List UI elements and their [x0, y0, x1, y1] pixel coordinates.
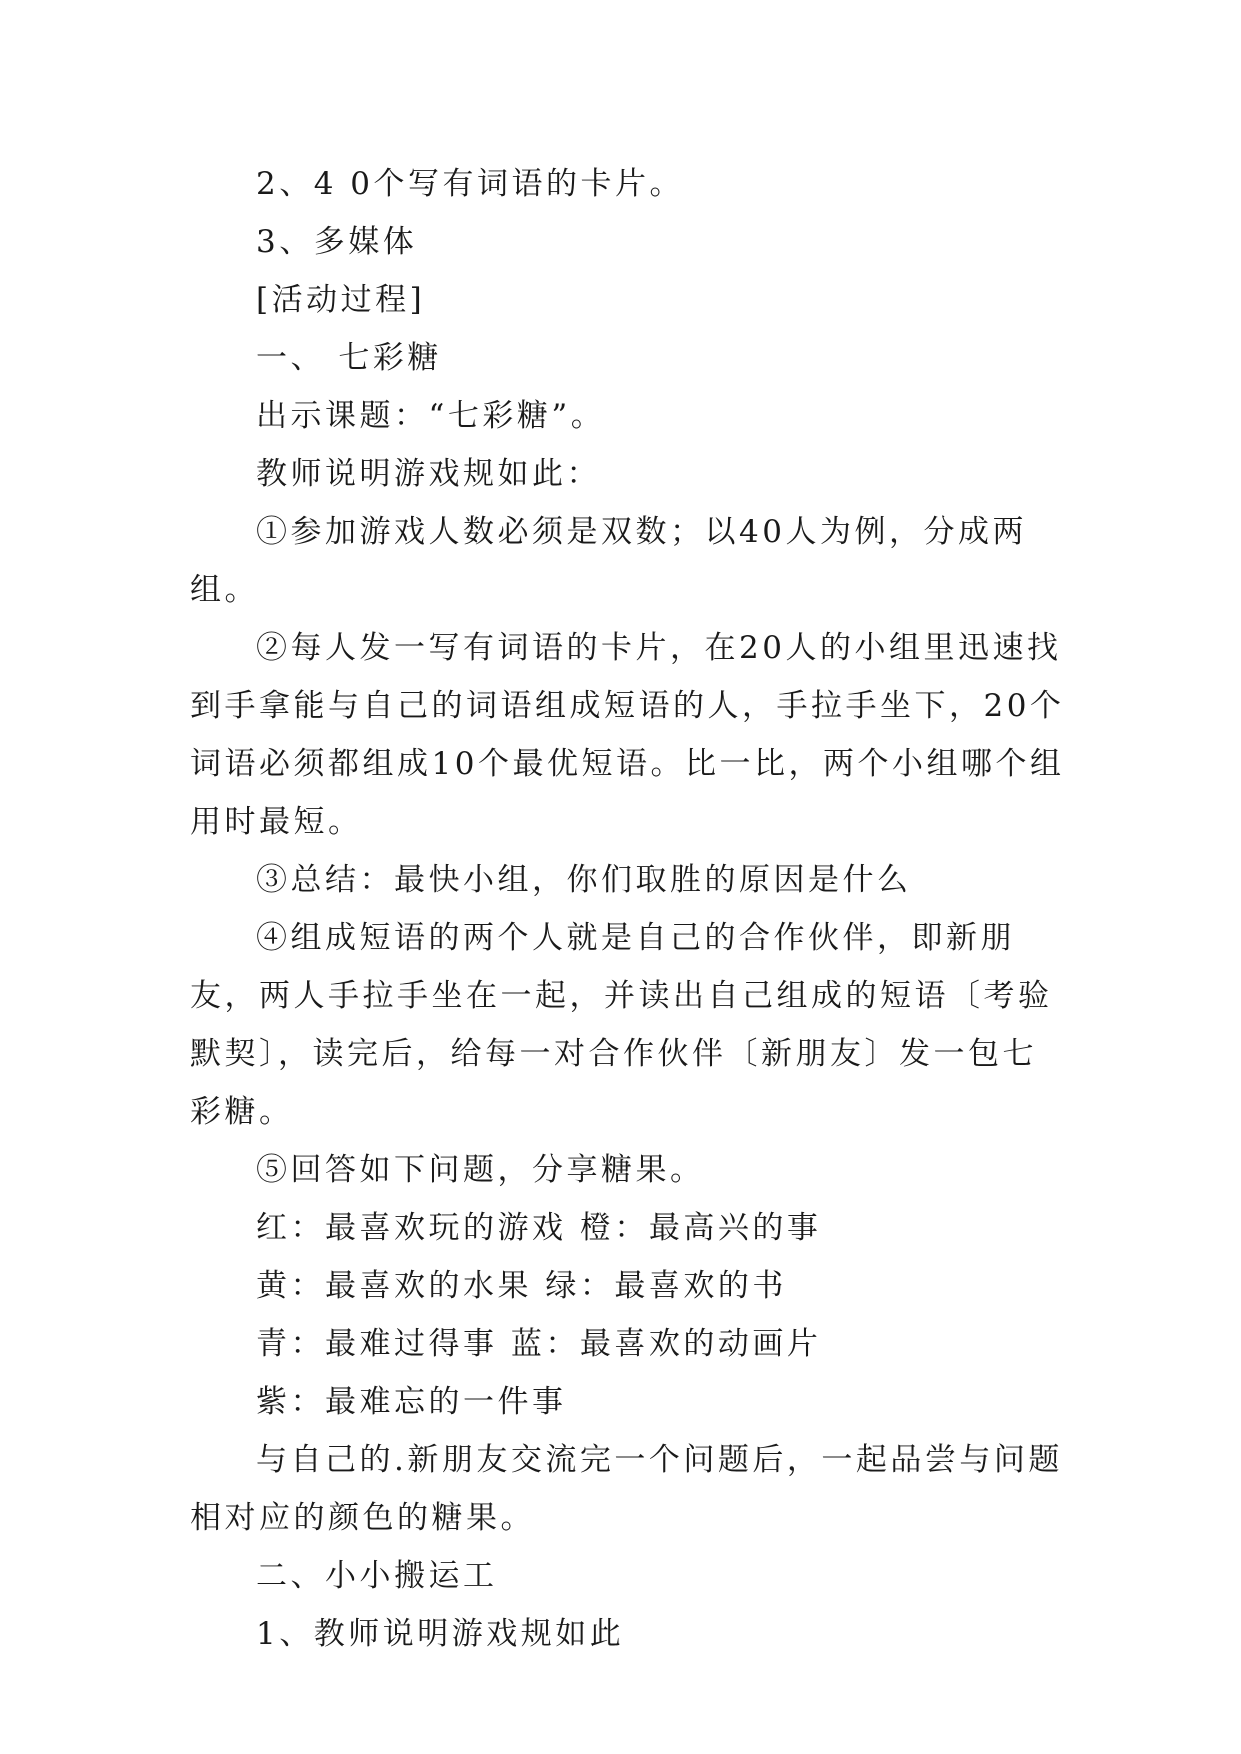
paragraph-share-candy: 与自己的.新朋友交流完一个问题后，一起品尝与问题相对应的颜色的糖果。	[190, 1442, 1063, 1536]
section-heading-little-porter: 二、小小搬运工	[256, 1558, 498, 1594]
list-item-materials-cards: 2、4 0个写有词语的卡片。	[256, 166, 685, 202]
section-heading-activity-process: [活动过程]	[256, 282, 426, 318]
color-question-cyan-blue: 青：最难过得事 蓝：最喜欢的动画片	[256, 1326, 822, 1362]
list-item-materials-multimedia: 3、多媒体	[256, 224, 418, 260]
rule-item-2: ②每人发一写有词语的卡片，在20人的小组里迅速找到手拿能与自己的词语组成短语的人，手拉手坐下，20个词语必须都组成10个最优短语。比一比，两个小组哪个组用时最短。	[190, 630, 1065, 840]
list-item-rules-porter: 1、教师说明游戏规如此	[256, 1616, 625, 1652]
color-question-purple: 紫：最难忘的一件事	[256, 1384, 567, 1420]
color-question-red-orange: 红：最喜欢玩的游戏 橙：最高兴的事	[256, 1210, 822, 1246]
rule-item-1: ①参加游戏人数必须是双数；以40人为例，分成两组。	[190, 514, 1027, 608]
paragraph-rules-intro: 教师说明游戏规如此：	[256, 456, 601, 492]
rule-item-4: ④组成短语的两个人就是自己的合作伙伴，即新朋友，两人手拉手坐在一起，并读出自己组成的短语〔考验默契〕，读完后，给每一对合作伙伴〔新朋友〕发一包七彩糖。	[190, 920, 1053, 1130]
rule-item-5: ⑤回答如下问题，分享糖果。	[256, 1152, 705, 1188]
paragraph-show-topic: 出示课题：“七彩糖”。	[256, 398, 606, 434]
color-question-yellow-green: 黄：最喜欢的水果 绿：最喜欢的书	[256, 1268, 787, 1304]
section-heading-rainbow-candy: 一、 七彩糖	[256, 340, 442, 376]
rule-item-3: ③总结：最快小组，你们取胜的原因是什么	[256, 862, 912, 898]
document-body	[190, 155, 1070, 1663]
